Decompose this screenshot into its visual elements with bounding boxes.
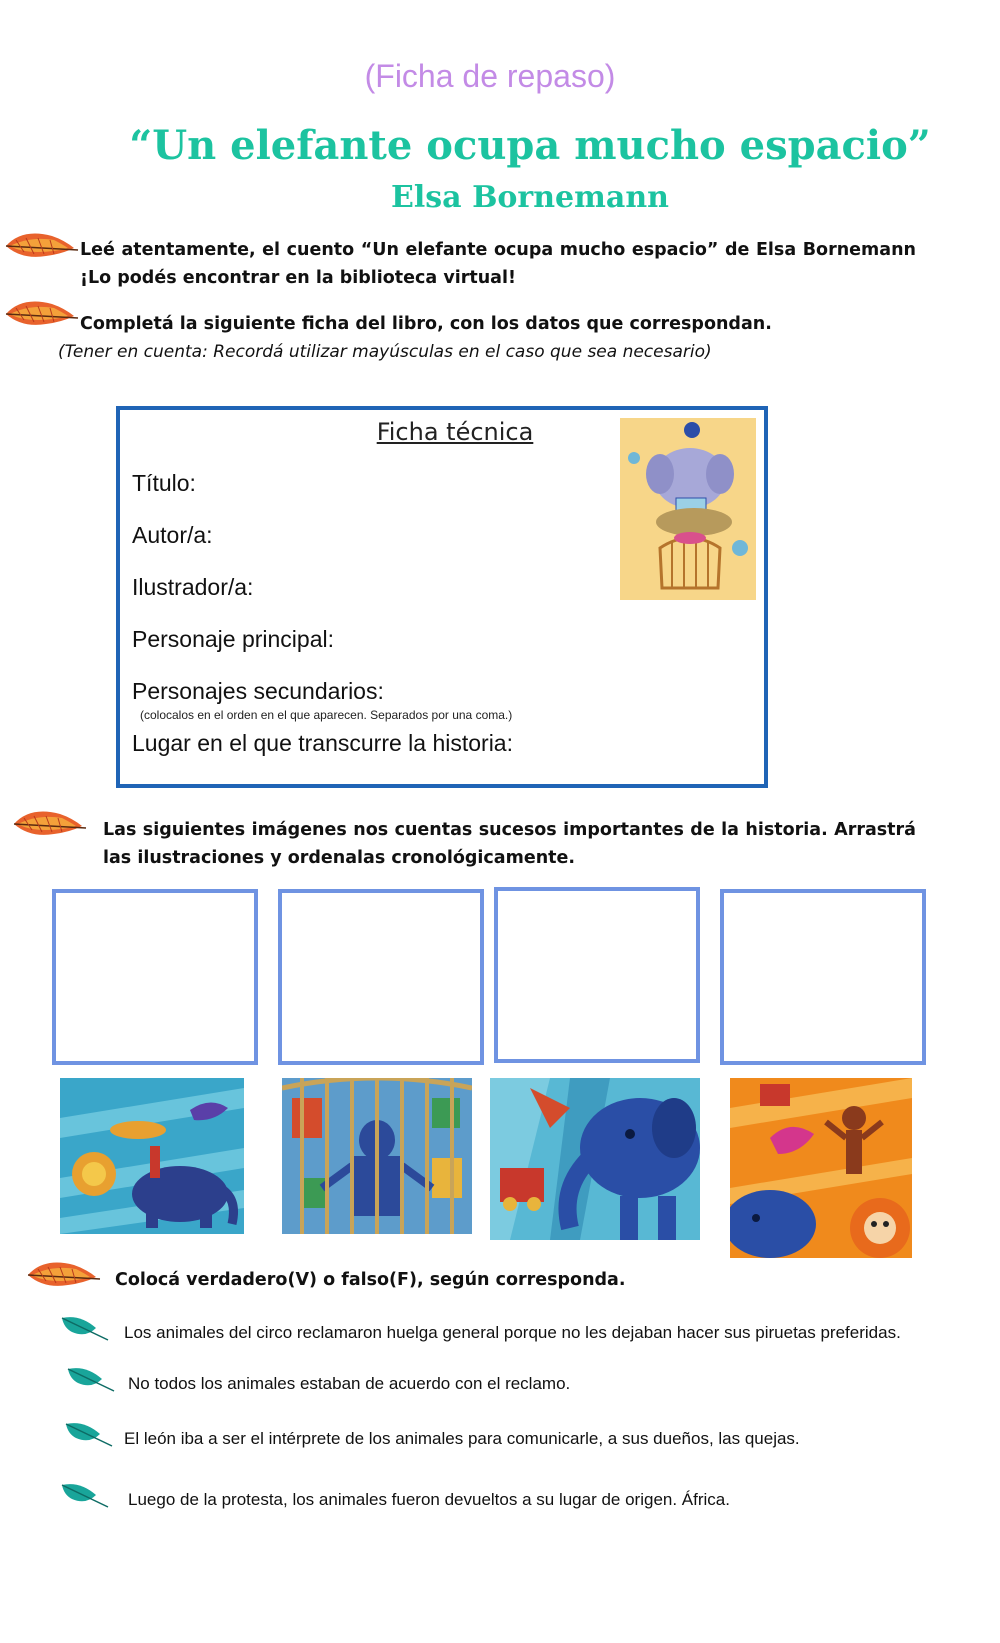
- field-autor: Autor/a:: [132, 522, 213, 548]
- leaf-icon: [60, 1477, 110, 1511]
- ficha-heading: Ficha técnica: [376, 418, 534, 446]
- feather-icon: [2, 226, 80, 266]
- instruction-read: Leé atentamente, el cuento “Un elefante ocupa mucho espacio” de Elsa Bornemann ¡Lo podés encontrar en la biblioteca virtual!: [80, 240, 916, 288]
- drop-slot-1[interactable]: [52, 889, 258, 1065]
- draggable-illustration-2[interactable]: [282, 1078, 472, 1234]
- field-ilustrador: Ilustrador/a:: [132, 574, 254, 600]
- field-lugar: Lugar en el que transcurre la historia:: [132, 730, 513, 756]
- page-title: “Un elefante ocupa mucho espacio”: [129, 122, 931, 169]
- draggable-illustration-3[interactable]: [490, 1078, 700, 1240]
- leaf-icon: [64, 1416, 114, 1450]
- true-false-instruction: Colocá verdadero(V) o falso(F), según corresponda.: [115, 1270, 626, 1290]
- feather-icon: [24, 1255, 102, 1295]
- true-false-item-1: Los animales del circo reclamaron huelga general porque no les dejaban hacer sus piruetas preferidas.: [124, 1323, 901, 1342]
- instruction-note: (Tener en cuenta: Recordá utilizar mayúsculas en el caso que sea necesario): [58, 342, 712, 362]
- leaf-icon: [66, 1361, 116, 1395]
- field-personajes-secundarios: Personajes secundarios:: [132, 678, 384, 704]
- drop-slot-3[interactable]: [494, 887, 700, 1063]
- feather-icon: [10, 804, 88, 844]
- ficha-tecnica-box: [116, 406, 768, 788]
- true-false-item-3: El león iba a ser el intérprete de los animales para comunicarle, a sus dueños, las quejas.: [124, 1429, 800, 1448]
- instruction-order: Las siguientes imágenes nos cuentas sucesos importantes de la historia. Arrastrá las ilustraciones y ordenalas cronológicamente.: [103, 820, 916, 868]
- draggable-illustration-4[interactable]: [730, 1078, 912, 1258]
- book-cover-image: [620, 418, 756, 600]
- instruction-complete: Completá la siguiente ficha del libro, con los datos que correspondan.: [80, 314, 772, 334]
- field-secundarios-note: (colocalos en el orden en el que aparecen. Separados por una coma.): [140, 708, 513, 722]
- true-false-item-4: Luego de la protesta, los animales fueron devueltos a su lugar de origen. África.: [128, 1490, 730, 1509]
- drop-slot-4[interactable]: [720, 889, 926, 1065]
- field-personaje-principal: Personaje principal:: [132, 626, 335, 652]
- author-name: Elsa Bornemann: [391, 180, 669, 215]
- leaf-icon: [60, 1310, 110, 1344]
- draggable-illustration-1[interactable]: [60, 1078, 244, 1234]
- subtitle: (Ficha de repaso): [364, 58, 616, 94]
- drop-slot-2[interactable]: [278, 889, 484, 1065]
- field-titulo: Título:: [132, 470, 196, 496]
- true-false-item-2: No todos los animales estaban de acuerdo con el reclamo.: [128, 1374, 571, 1393]
- feather-icon: [2, 294, 80, 334]
